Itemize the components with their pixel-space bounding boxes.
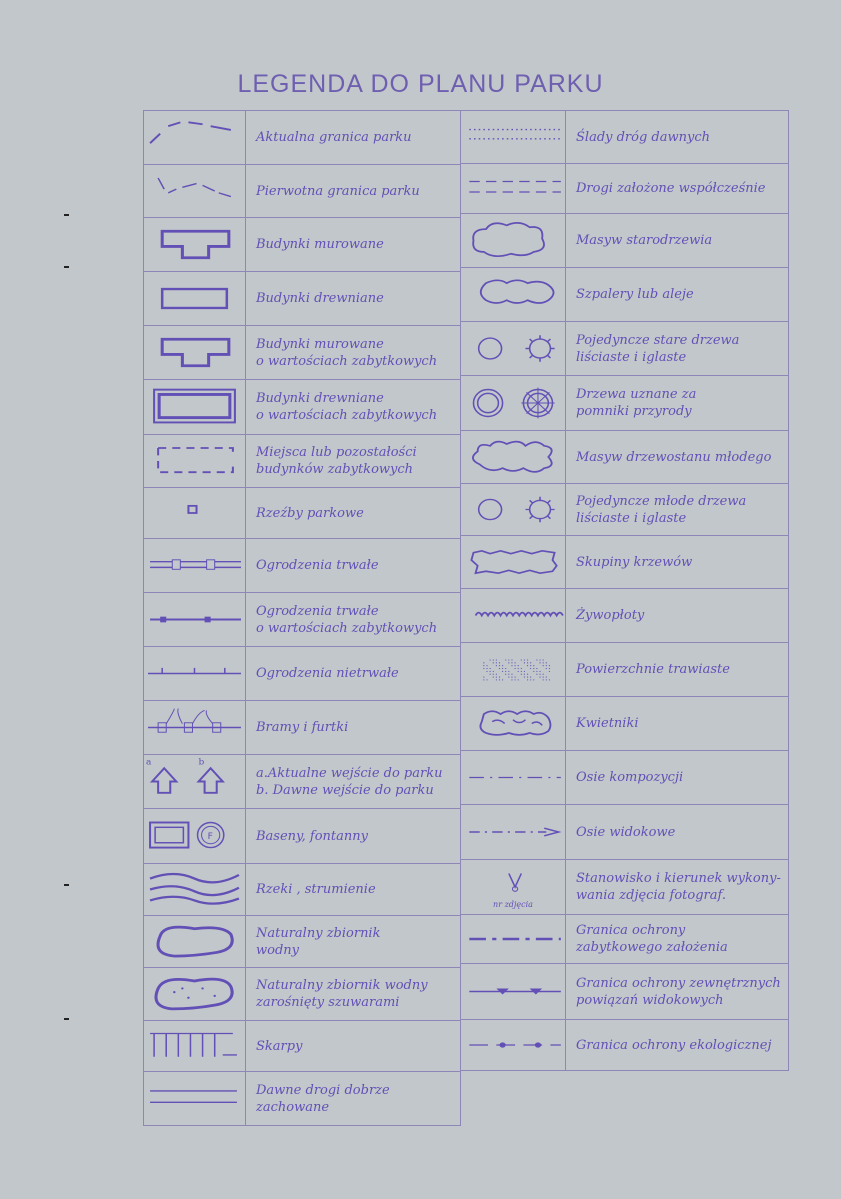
legend-row [144,1072,461,1126]
legend-row [461,860,789,915]
legend-label: Żywopłoty [566,589,789,642]
legend-label: Drogi założone współcześnie [566,164,789,213]
legend-label: Szpalery lub aleje [566,268,789,321]
rectangle-building-icon [144,272,246,325]
river-icon [144,864,246,915]
legend-label: Ślady dróg dawnych [566,111,789,163]
monument-trees-icon [461,376,566,430]
young-mass-icon [461,431,566,483]
legend-label: Powierzchnie trawiaste [566,643,789,696]
legend-row [461,964,789,1020]
legend-label: a.Aktualne wejście do parku b. Dawne wejście do parku [246,755,461,808]
page-title: LEGENDA DO PLANU PARKU [237,70,604,98]
legend-label: Granica ochrony zabytkowego założenia [566,915,789,963]
legend-label: Ogrodzenia trwałe [246,539,461,592]
legend-label: Skarpy [246,1021,461,1071]
photo-number-label: nr zdjęcia [493,899,533,909]
legend-row [144,326,461,380]
dashed-line-icon [144,111,246,164]
legend-label: Skupiny krzewów [566,536,789,588]
gate-icon [144,701,246,754]
legend-label: Dawne drogi dobrze zachowane [246,1072,461,1125]
legend-row [144,165,461,218]
legend-row [461,431,789,484]
legend-label: Budynki drewniane [246,272,461,325]
legend-label: Pierwotna granica parku [246,165,461,217]
legend-label: Naturalny zbiornik wodny zarośnięty szuwarami [246,968,461,1020]
punch-mark [64,884,69,886]
legend-row [461,1020,789,1071]
flowerbed-icon [461,697,566,750]
tree-mass-icon [461,214,566,267]
legend-row [461,643,789,697]
fence-icon [144,539,246,592]
small-square-icon [144,488,246,538]
legend-row [144,488,461,539]
legend-label: Rzeźby parkowe [246,488,461,538]
punch-mark [64,1018,69,1020]
legend-label: Osie widokowe [566,805,789,859]
legend-label: Pojedyncze młode drzewa liściaste i iglaste [566,484,789,535]
dashed-line-icon [144,165,246,217]
shrubs-icon [461,536,566,588]
legend-row [144,647,461,701]
legend-row [144,218,461,272]
legend-label: Ogrodzenia nietrwałe [246,647,461,700]
legend-label: Stanowisko i kierunek wykony- wania zdjęcia fotograf. [566,860,789,914]
legend-row [461,915,789,964]
dashed-bracket-icon [144,435,246,487]
legend-label: Masyw drzewostanu młodego [566,431,789,483]
legend-row [461,268,789,322]
svg-text:a: a [146,757,152,768]
legend-row [144,593,461,647]
legend-row [144,380,461,435]
legend-row [144,435,461,488]
view-axis-icon [461,805,566,859]
legend-row [461,322,789,376]
legend-label: Budynki murowane [246,218,461,271]
legend-label: Pojedyncze stare drzewa liściaste i iglaste [566,322,789,375]
external-protection-icon [461,964,566,1019]
t-building-icon [144,218,246,271]
legend-label: Granica ochrony ekologicznej [566,1020,789,1070]
legend-label: Kwietniki [566,697,789,750]
punch-mark [64,266,69,268]
alley-icon [461,268,566,321]
legend-row [461,111,789,164]
legend-row [144,701,461,755]
legend-row [461,376,789,431]
legend-row [461,484,789,536]
legend-row [461,751,789,805]
legend-label: Ogrodzenia trwałe o wartościach zabytkowych [246,593,461,646]
legend-label: Osie kompozycji [566,751,789,804]
entrance-arrows-icon [144,755,246,808]
old-road-icon [144,1072,246,1125]
legend-label: Rzeki , strumienie [246,864,461,915]
legend-row [461,697,789,751]
legend-row [144,864,461,916]
fence-heavy-icon [144,593,246,646]
legend-row [144,809,461,864]
legend-label: Budynki drewniane o wartościach zabytkowych [246,380,461,434]
legend-label: Granica ochrony zewnętrznych powiązań widokowych [566,964,789,1019]
hedge-icon [461,589,566,642]
legend-row [144,916,461,968]
legend-row [144,539,461,593]
legend-row [144,1021,461,1072]
legend-row [144,272,461,326]
photo-station-icon [461,860,566,914]
dashed-road-icon [461,164,566,213]
legend-right-column [460,110,789,1071]
t-building-icon [144,326,246,379]
legend-row [461,589,789,643]
legend-row [144,111,461,165]
legend-row [144,968,461,1021]
single-trees-icon [461,484,566,535]
double-rectangle-icon [144,380,246,434]
legend-left-column [143,110,461,1126]
legend-row [461,214,789,268]
svg-text:b: b [198,757,205,768]
dotted-line-icon [461,111,566,163]
ecological-border-icon [461,1020,566,1070]
svg-text:F: F [207,832,213,842]
legend-row [461,164,789,214]
legend-row [461,536,789,589]
protection-border-icon [461,915,566,963]
single-trees-icon [461,322,566,375]
pond-reeds-icon [144,968,246,1020]
legend-label: Miejsca lub pozostałości budynków zabytkowych [246,435,461,487]
lawn-icon [461,643,566,696]
legend-label: Aktualna granica parku [246,111,461,164]
pool-fountain-icon [144,809,246,863]
legend-row [144,755,461,809]
punch-mark [64,214,69,216]
legend-label: Naturalny zbiornik wodny [246,916,461,967]
legend-row [461,805,789,860]
fence-light-icon [144,647,246,700]
legend-label: Masyw starodrzewia [566,214,789,267]
legend-label: Drzewa uznane za pomniki przyrody [566,376,789,430]
pond-icon [144,916,246,967]
legend-label: Bramy i furtki [246,701,461,754]
axis-icon [461,751,566,804]
slope-icon [144,1021,246,1071]
legend-label: Baseny, fontanny [246,809,461,863]
legend-label: Budynki murowane o wartościach zabytkowych [246,326,461,379]
